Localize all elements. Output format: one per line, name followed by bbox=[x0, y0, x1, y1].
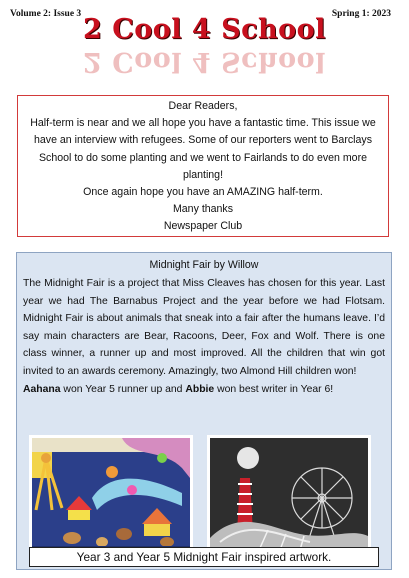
artwork-caption: Year 3 and Year 5 Midnight Fair inspired artwork. bbox=[29, 547, 379, 567]
letter-line: Half-term is near and we all hope you have a fantastic time. This issue we bbox=[30, 117, 376, 130]
article-body bbox=[23, 275, 385, 398]
artwork-photo-year3 bbox=[29, 435, 193, 555]
term-date: Spring 1: 2023 bbox=[331, 9, 391, 19]
letter-line: Dear Readers, bbox=[168, 100, 238, 112]
article-midnight-fair bbox=[16, 252, 392, 570]
letter-line: School to do some planting and we went to Fairlands to do even more bbox=[38, 151, 367, 164]
volume-issue: Volume 2: Issue 3 bbox=[10, 9, 82, 19]
letter-line: Once again hope you have an AMAZING half-term. bbox=[83, 186, 323, 199]
newspaper-title-reflection: 2 Cool 4 School bbox=[83, 46, 326, 77]
letter-line: Many thanks bbox=[172, 203, 234, 216]
fair-painting-illustration bbox=[32, 438, 190, 552]
artwork-photo-year5 bbox=[207, 435, 371, 555]
article-paragraph: The Midnight Fair is a project that Miss Cleaves has chosen for this year. Last year we had The Barnabus Project and the year before we had Flotsam. Midnight Fair is about animals that sneak into a fair after the humans leave. I’d say main characters are Bear, Racoons, Deer, Fox and Wolf. There is one class winner, a runner up and most improved. All the children that win got invited to an awards ceremony. Amazingly, two Almond Hill children won! bbox=[23, 278, 385, 377]
winner-name: Aahana bbox=[23, 383, 61, 395]
article-title: Midnight Fair by Willow bbox=[149, 259, 259, 271]
editor-letter bbox=[17, 95, 389, 237]
masthead bbox=[0, 0, 409, 90]
letter-line: planting! bbox=[182, 168, 224, 181]
winner-name: Abbie bbox=[185, 383, 215, 395]
newspaper-title: 2 Cool 4 School bbox=[83, 14, 326, 45]
ferris-wheel-drawing-illustration bbox=[210, 438, 368, 552]
article-winners: Aahana won Year 5 runner up and Abbie won best writer in Year 6! bbox=[23, 383, 334, 395]
letter-line: Newspaper Club bbox=[163, 220, 243, 233]
letter-line: have an interview with refugees. Some of our reporters went to Barclays bbox=[34, 134, 372, 147]
